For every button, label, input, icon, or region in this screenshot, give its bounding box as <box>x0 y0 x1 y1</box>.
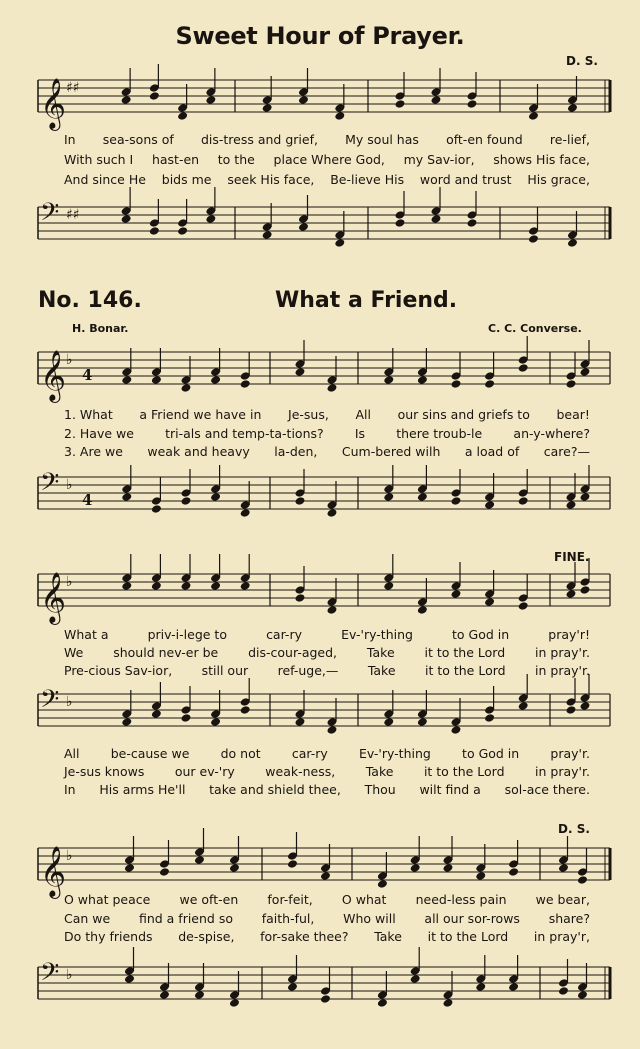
system2-treble-staff <box>0 562 640 622</box>
note-head <box>484 500 495 510</box>
lyric-word: in pray'r. <box>535 645 590 660</box>
lyric-word: Take <box>366 645 395 660</box>
treble-clef-icon: 𝄞 <box>40 846 67 897</box>
lyric-word: do not <box>220 746 261 761</box>
note-head <box>518 363 529 373</box>
note-head <box>327 383 338 393</box>
note-head <box>149 91 160 101</box>
system2-lyric-1 <box>64 627 590 643</box>
lyric-word: Ev-'ry-thing <box>358 746 431 761</box>
note-head <box>334 111 345 121</box>
lyric-word: it to the Lord <box>424 645 506 660</box>
note-head <box>566 500 577 510</box>
note-head <box>181 581 192 591</box>
lyric-word: wilt find a <box>419 782 481 797</box>
fine-mark: FINE. <box>554 550 590 564</box>
time-signature: 4 <box>82 366 93 384</box>
note-head <box>320 871 331 881</box>
lyric-word: My soul has <box>345 132 419 147</box>
note-head <box>205 95 216 105</box>
top-ds-mark: D. S. <box>566 54 598 68</box>
lyric-word: a Friend we have in <box>139 407 262 422</box>
lyric-word: dis-cour-aged, <box>248 645 338 660</box>
note-head <box>410 863 421 873</box>
lyric-word: all our sor-rows <box>424 911 520 926</box>
note-head <box>395 218 406 228</box>
time-signature: 4 <box>82 491 93 509</box>
note-head <box>320 994 331 1004</box>
bass-clef-icon: 𝄢 <box>40 958 60 993</box>
note-head <box>383 375 394 385</box>
lyric-word: 1. What <box>64 407 113 422</box>
system3-treble-staff <box>0 836 640 896</box>
lyric-word: And since He <box>64 172 146 187</box>
key-signature-icon: ♭ <box>66 574 73 590</box>
lyric-word: sea-sons of <box>102 132 174 147</box>
note-head <box>194 990 205 1000</box>
note-head <box>121 492 132 502</box>
system1-lyric-2 <box>64 426 590 442</box>
treble-clef-icon: 𝄞 <box>40 78 67 129</box>
note-head <box>181 383 192 393</box>
note-head <box>518 601 529 611</box>
system3-lyric-1 <box>64 892 590 908</box>
lyric-word: there troub-le <box>396 426 483 441</box>
system2-lyric-3 <box>64 663 590 679</box>
lyric-word: Be-lieve His <box>330 172 405 187</box>
note-head <box>558 986 569 996</box>
note-head <box>334 238 345 248</box>
note-head <box>417 375 428 385</box>
lyric-word: a load of <box>464 444 520 459</box>
lyric-word: tri-als and temp-ta-tions? <box>165 426 324 441</box>
note-head <box>181 713 192 723</box>
note-head <box>287 982 298 992</box>
note-head <box>262 230 273 240</box>
note-head <box>298 222 309 232</box>
note-head <box>229 998 240 1008</box>
system2-lyric-5 <box>64 764 590 780</box>
top-lyric-line-1 <box>64 132 590 148</box>
system1-bass-staff <box>0 465 640 520</box>
note-head <box>159 867 170 877</box>
lyric-word: word and trust <box>419 172 512 187</box>
lyric-word: His arms He'll <box>99 782 186 797</box>
note-head <box>177 226 188 236</box>
top-lyric-line-2 <box>64 152 590 168</box>
note-head <box>567 103 578 113</box>
note-head <box>327 508 338 518</box>
lyric-word: ref-uge,— <box>277 663 339 678</box>
lyric-word: share? <box>548 911 590 926</box>
lyric-word: sol-ace there. <box>504 782 590 797</box>
note-head <box>518 496 529 506</box>
lyric-word: it to the Lord <box>427 929 509 944</box>
treble-clef-icon: 𝄞 <box>40 350 67 401</box>
lyric-word: Who will <box>343 911 396 926</box>
top-bass-staff <box>0 195 640 257</box>
note-head <box>210 492 221 502</box>
lyric-word: in pray'r. <box>535 764 590 779</box>
bass-clef-icon: 𝄢 <box>40 685 60 720</box>
lyric-word: His grace, <box>527 172 590 187</box>
note-head <box>417 492 428 502</box>
lyric-word: oft-en found <box>446 132 523 147</box>
lyric-word: Take <box>367 663 396 678</box>
bass-clef-icon: 𝄢 <box>40 468 60 503</box>
note-head <box>327 605 338 615</box>
note-head <box>577 990 588 1000</box>
system3-lyric-2 <box>64 911 590 927</box>
lyric-word: All <box>355 407 371 422</box>
lyric-word: seek His face, <box>227 172 315 187</box>
lyric-word: dis-tress and grief, <box>200 132 318 147</box>
note-head <box>443 863 454 873</box>
lyric-word: 3. Are we <box>64 444 123 459</box>
note-head <box>295 496 306 506</box>
lyric-word: Je-sus, <box>288 407 329 422</box>
lyric-word: All <box>64 746 80 761</box>
lyric-word: bear! <box>556 407 590 422</box>
lyric-word: bids me <box>161 172 212 187</box>
lyric-word: Thou <box>364 782 396 797</box>
lyric-word: need-less pain <box>415 892 507 907</box>
lyric-word: shows His face, <box>493 152 590 167</box>
lyric-word: In <box>64 782 76 797</box>
system2-lyric-4 <box>64 746 590 762</box>
key-signature-icon: ♭ <box>66 352 73 368</box>
lyric-word: O what <box>341 892 387 907</box>
treble-clef-icon: 𝄞 <box>40 572 67 623</box>
note-head <box>395 99 406 109</box>
note-head <box>151 709 162 719</box>
note-head <box>210 375 221 385</box>
lyric-word: find a friend so <box>138 911 233 926</box>
note-head <box>205 214 216 224</box>
key-signature-icon: ♯♯ <box>66 207 80 223</box>
note-head <box>451 379 462 389</box>
system3-ds-mark: D. S. <box>558 822 590 836</box>
lyric-word: We <box>64 645 84 660</box>
lyric-word: weak-ness, <box>265 764 336 779</box>
note-head <box>577 875 588 885</box>
note-head <box>240 705 251 715</box>
lyric-word: Take <box>365 764 394 779</box>
composer-credit: C. C. Converse. <box>488 322 582 335</box>
lyric-word: Can we <box>64 911 111 926</box>
lyric-word: to the <box>217 152 255 167</box>
note-head <box>566 379 577 389</box>
note-head <box>410 974 421 984</box>
lyric-word: pray'r. <box>550 746 590 761</box>
system2-bass-staff <box>0 682 640 737</box>
note-head <box>240 581 251 591</box>
note-head <box>377 879 388 889</box>
note-head <box>528 234 539 244</box>
note-head <box>580 585 591 595</box>
system1-lyric-3 <box>64 444 590 460</box>
top-hymn-title: Sweet Hour of Prayer. <box>175 22 465 50</box>
note-head <box>475 982 486 992</box>
note-head <box>567 238 578 248</box>
note-head <box>327 725 338 735</box>
note-head <box>566 705 577 715</box>
lyric-word: O what peace <box>64 892 151 907</box>
note-head <box>151 581 162 591</box>
note-head <box>580 367 591 377</box>
system3-lyric-3 <box>64 929 590 945</box>
hymn-title: What a Friend. <box>275 288 458 313</box>
note-head <box>484 597 495 607</box>
lyric-word: Je-sus knows <box>64 764 145 779</box>
note-head <box>177 111 188 121</box>
bass-clef-icon: 𝄢 <box>40 198 60 233</box>
lyric-word: it to the Lord <box>423 764 505 779</box>
note-head <box>194 855 205 865</box>
lyric-word: What a <box>64 627 109 642</box>
note-head <box>151 504 162 514</box>
lyric-word: for-feit, <box>267 892 313 907</box>
note-head <box>295 717 306 727</box>
lyric-word: Pre-cious Sav-ior, <box>64 663 173 678</box>
note-head <box>287 859 298 869</box>
lyric-word: we bear, <box>535 892 590 907</box>
lyric-word: Cum-bered wilh <box>341 444 441 459</box>
note-head <box>467 99 478 109</box>
lyric-word: re-lief, <box>549 132 590 147</box>
lyric-word: my Sav-ior, <box>403 152 475 167</box>
system1-lyric-1 <box>64 407 590 423</box>
lyric-word: should nev-er be <box>113 645 219 660</box>
note-head <box>383 492 394 502</box>
note-head <box>121 581 132 591</box>
key-signature-icon: ♯♯ <box>66 80 80 96</box>
lyric-word: place Where God, <box>273 152 385 167</box>
lyric-word: in pray'r, <box>533 929 590 944</box>
note-head <box>417 717 428 727</box>
key-signature-icon: ♭ <box>66 848 73 864</box>
author-credit: H. Bonar. <box>72 322 129 335</box>
lyric-word: car-ry <box>291 746 328 761</box>
hymn-number: No. 146. <box>38 288 142 313</box>
note-head <box>295 593 306 603</box>
note-head <box>451 725 462 735</box>
note-head <box>508 982 519 992</box>
lyric-word: Do thy friends <box>64 929 153 944</box>
note-head <box>121 214 132 224</box>
lyric-word: car-ry <box>266 627 302 642</box>
lyric-word: de-spise, <box>178 929 235 944</box>
lyric-word: faith-ful, <box>261 911 315 926</box>
note-head <box>121 717 132 727</box>
system2-lyric-6 <box>64 782 590 798</box>
lyric-word: to God in <box>462 746 520 761</box>
system1-treble-staff <box>0 340 640 400</box>
note-head <box>377 998 388 1008</box>
system3-bass-staff <box>0 955 640 1015</box>
note-head <box>240 379 251 389</box>
lyric-word: Take <box>374 929 402 944</box>
note-head <box>417 605 428 615</box>
note-head <box>210 581 221 591</box>
lyric-word: to God in <box>452 627 510 642</box>
note-head <box>580 492 591 502</box>
note-head <box>383 581 394 591</box>
lyric-word: an-y-where? <box>513 426 590 441</box>
note-head <box>431 95 442 105</box>
note-head <box>566 589 577 599</box>
lyric-word: hast-en <box>151 152 200 167</box>
note-head <box>580 701 591 711</box>
note-head <box>431 214 442 224</box>
note-head <box>528 111 539 121</box>
key-signature-icon: ♭ <box>66 694 73 710</box>
lyric-word: our ev-'ry <box>174 764 235 779</box>
note-head <box>124 863 135 873</box>
note-head <box>383 717 394 727</box>
lyric-word: it to the Lord <box>424 663 506 678</box>
note-head <box>124 974 135 984</box>
note-head <box>181 496 192 506</box>
note-head <box>240 508 251 518</box>
lyric-word: weak and heavy <box>147 444 250 459</box>
lyric-word: pray'r! <box>548 627 590 642</box>
note-head <box>451 496 462 506</box>
system2-lyric-2 <box>64 645 590 661</box>
note-head <box>229 863 240 873</box>
lyric-word: In <box>64 132 76 147</box>
note-head <box>484 713 495 723</box>
lyric-word: Is <box>354 426 366 441</box>
note-head <box>149 226 160 236</box>
lyric-word: With such I <box>64 152 134 167</box>
lyric-word: for-sake thee? <box>260 929 349 944</box>
top-lyric-line-3 <box>64 172 590 188</box>
lyric-word: priv-i-lege to <box>147 627 227 642</box>
note-head <box>121 95 132 105</box>
note-head <box>508 867 519 877</box>
note-head <box>467 218 478 228</box>
note-head <box>295 367 306 377</box>
note-head <box>451 589 462 599</box>
note-head <box>159 990 170 1000</box>
note-head <box>484 379 495 389</box>
key-signature-icon: ♭ <box>66 477 73 493</box>
lyric-word: we oft-en <box>179 892 239 907</box>
lyric-word: care?— <box>543 444 590 459</box>
note-head <box>262 103 273 113</box>
note-head <box>558 863 569 873</box>
lyric-word: la-den, <box>274 444 318 459</box>
note-head <box>210 717 221 727</box>
note-head <box>518 701 529 711</box>
lyric-word: our sins and griefs to <box>397 407 530 422</box>
lyric-word: take and shield thee, <box>209 782 341 797</box>
lyric-word: be-cause we <box>110 746 190 761</box>
key-signature-icon: ♭ <box>66 967 73 983</box>
lyric-word: still our <box>201 663 249 678</box>
lyric-word: in pray'r. <box>535 663 590 678</box>
note-head <box>475 871 486 881</box>
note-head <box>443 998 454 1008</box>
note-head <box>298 95 309 105</box>
lyric-word: Ev-'ry-thing <box>341 627 413 642</box>
top-treble-staff <box>0 68 640 128</box>
note-head <box>121 375 132 385</box>
note-head <box>151 375 162 385</box>
lyric-word: 2. Have we <box>64 426 134 441</box>
